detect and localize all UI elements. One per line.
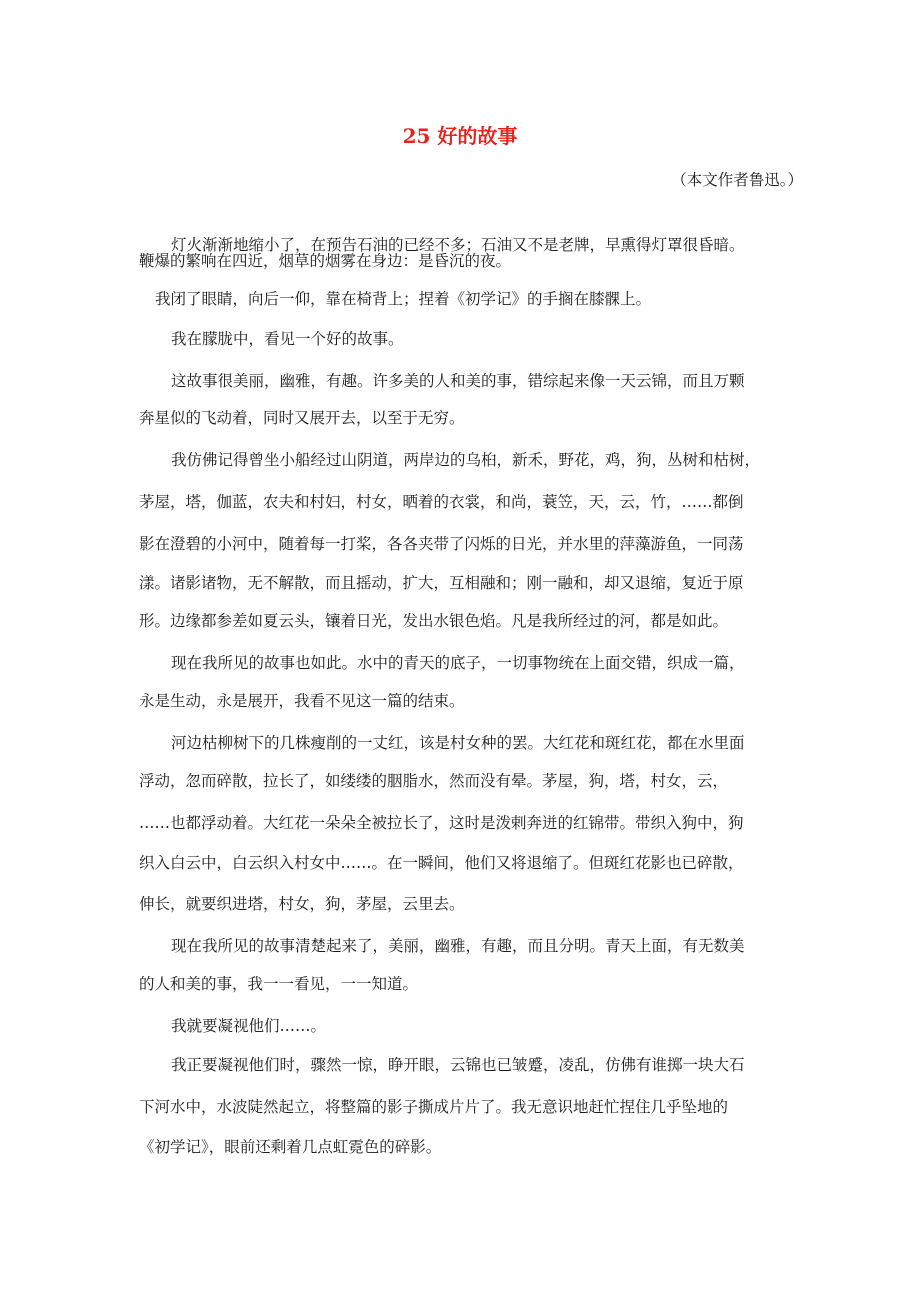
- paragraph-4-line-1: 这故事很美丽，幽雅，有趣。许多美的人和美的事，错综起来像一天云锦，而且万颗: [171, 372, 745, 390]
- paragraph-7-line-2: 浮动，忽而碎散，拉长了，如缕缕的胭脂水，然而没有晕。茅屋，狗，塔，村女，云，: [139, 772, 729, 790]
- paragraph-2-line-1: 我闭了眼睛，向后一仰，靠在椅背上；捏着《初学记》的手搁在膝髁上。: [155, 290, 652, 308]
- paragraph-10-line-2: 下河水中，水波陡然起立，将整篇的影子撕成片片了。我无意识地赶忙捏住几乎坠地的: [139, 1098, 729, 1116]
- paragraph-6-line-2: 永是生动，永是展开，我看不见这一篇的结束。: [139, 692, 465, 710]
- paragraph-7-line-4: 织入白云中，白云织入村女中……。在一瞬间，他们又将退缩了。但斑红花影也已碎散，: [139, 854, 744, 872]
- paragraph-9-line-1: 我就要凝视他们……。: [171, 1017, 327, 1035]
- paragraph-7-line-3: ……也都浮动着。大红花一朵朵全被拉长了，这时是泼剌奔迸的红锦带。带织入狗中，狗: [139, 814, 744, 832]
- paragraph-5-line-3: 影在澄碧的小河中，随着每一打桨，各各夹带了闪烁的日光，并水里的萍藻游鱼，一同荡: [139, 535, 744, 553]
- paragraph-7-line-5: 伸长，就要织进塔，村女，狗，茅屋，云里去。: [139, 895, 465, 913]
- paragraph-6-line-1: 现在我所见的故事也如此。水中的青天的底子，一切事物统在上面交错，织成一篇，: [171, 654, 745, 672]
- paragraph-5-line-1: 我仿佛记得曾坐小船经过山阴道，两岸边的乌桕，新禾，野花，鸡，狗，丛树和枯树，: [171, 451, 761, 469]
- paragraph-8-line-1: 现在我所见的故事清楚起来了，美丽，幽雅，有趣，而且分明。青天上面，有无数美: [171, 937, 745, 955]
- paragraph-5-line-2: 茅屋，塔，伽蓝，农夫和村妇，村女，晒着的衣裳，和尚，蓑笠，天，云，竹，……都倒: [139, 493, 744, 511]
- paragraph-5-line-4: 漾。诸影诸物，无不解散，而且摇动，扩大，互相融和；刚一融和，却又退缩，复近于原: [139, 574, 744, 592]
- paragraph-10-line-3: 《初学记》，眼前还剩着几点虹霓色的碎影。: [139, 1138, 442, 1156]
- paragraph-8-line-2: 的人和美的事，我一一看见，一一知道。: [139, 975, 419, 993]
- paragraph-3-line-1: 我在朦胧中，看见一个好的故事。: [171, 330, 404, 348]
- author-note: （本文作者鲁迅。）: [671, 171, 803, 189]
- paragraph-5-line-5: 形。边缘都参差如夏云头，镶着日光，发出水银色焰。凡是我所经过的河，都是如此。: [139, 612, 729, 630]
- paragraph-10-line-1: 我正要凝视他们时，骤然一惊，睁开眼，云锦也已皱蹙，凌乱，仿佛有谁掷一块大石: [171, 1056, 745, 1074]
- paragraph-7-line-1: 河边枯柳树下的几株瘦削的一丈红，该是村女种的罢。大红花和斑红花，都在水里面: [171, 734, 745, 752]
- paragraph-1-line-2: 鞭爆的繁响在四近，烟草的烟雾在身边：是昏沉的夜。: [139, 252, 512, 270]
- document-title: 25 好的故事: [402, 124, 518, 148]
- paragraph-4-line-2: 奔星似的飞动着，同时又展开去，以至于无穷。: [139, 409, 465, 427]
- paragraph-1-line-1: 灯火渐渐地缩小了，在预告石油的已经不多；石油又不是老牌，早熏得灯罩很昏暗。: [171, 236, 745, 254]
